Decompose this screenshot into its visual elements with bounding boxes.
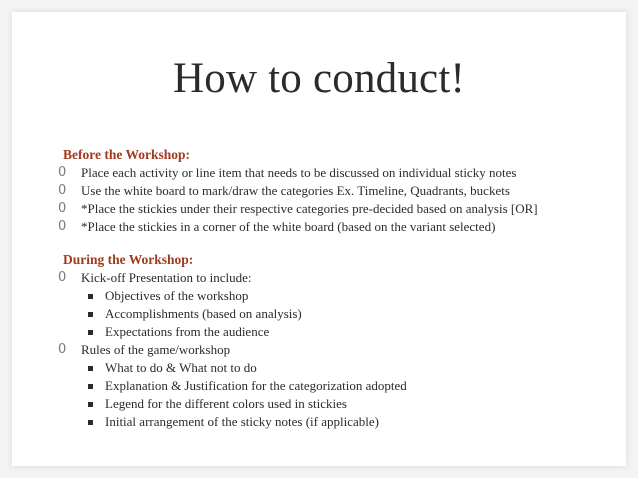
list-item-text: Use the white board to mark/draw the categories Ex. Timeline, Quadrants, buckets: [81, 183, 510, 198]
sub-list-item-text: What to do & What not to do: [105, 360, 257, 375]
sub-list-item: [63, 395, 623, 413]
slide-content: [58, 146, 623, 431]
square-bullet-icon: [88, 294, 93, 299]
zero-bullet-icon: 0: [58, 219, 67, 234]
sub-list-item-text: Objectives of the workshop: [105, 288, 249, 303]
sub-list-item: [63, 305, 623, 323]
list-item: [58, 164, 623, 182]
square-bullet-icon: [88, 384, 93, 389]
list-item: [58, 218, 623, 236]
zero-bullet-icon: 0: [58, 183, 67, 198]
list-item-text: *Place the stickies in a corner of the white board (based on the variant selected): [81, 219, 496, 234]
square-bullet-icon: [88, 402, 93, 407]
list-item-text: Kick-off Presentation to include:: [81, 270, 252, 285]
sub-list-item-text: Accomplishments (based on analysis): [105, 306, 302, 321]
list-item: [58, 200, 623, 218]
sub-list-item-text: Expectations from the audience: [105, 324, 270, 339]
sub-list-item-text: Legend for the different colors used in stickies: [105, 396, 347, 411]
section-gap: [63, 236, 623, 251]
sub-list-item: [63, 323, 623, 341]
slide-title: How to conduct!: [173, 55, 465, 102]
zero-bullet-icon: 0: [58, 270, 67, 285]
sub-list-item: [63, 287, 623, 305]
square-bullet-icon: [88, 366, 93, 371]
zero-bullet-icon: 0: [58, 342, 67, 357]
zero-bullet-icon: 0: [58, 201, 67, 216]
list-item-text: Place each activity or line item that needs to be discussed on individual sticky notes: [81, 165, 517, 180]
list-item: [58, 341, 623, 359]
square-bullet-icon: [88, 312, 93, 317]
during-workshop-heading: During the Workshop:: [63, 252, 194, 267]
square-bullet-icon: [88, 330, 93, 335]
list-item-text: Rules of the game/workshop: [81, 342, 231, 357]
list-item: [58, 182, 623, 200]
list-item: [58, 269, 623, 287]
zero-bullet-icon: 0: [58, 165, 67, 180]
sub-list-item: [63, 377, 623, 395]
sub-list-item: [63, 413, 623, 431]
list-item-text: *Place the stickies under their respective categories pre-decided based on analysis [OR]: [81, 201, 538, 216]
square-bullet-icon: [88, 420, 93, 425]
sub-list-item: [63, 359, 623, 377]
sub-list-item-text: Initial arrangement of the sticky notes (if applicable): [105, 414, 379, 429]
before-workshop-heading: Before the Workshop:: [63, 147, 191, 162]
sub-list-item-text: Explanation & Justification for the categorization adopted: [105, 378, 407, 393]
